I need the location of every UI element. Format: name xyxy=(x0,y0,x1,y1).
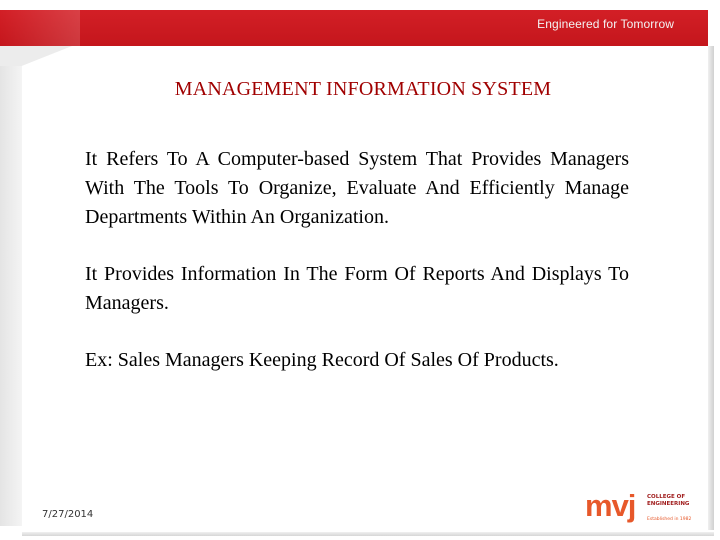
header-tagline: Engineered for Tomorrow xyxy=(537,17,674,31)
logo-line-2: ENGINEERING xyxy=(647,500,690,507)
logo-mark: mvj xyxy=(585,488,636,523)
left-diagonal-accent xyxy=(0,46,72,66)
college-logo xyxy=(585,490,705,526)
bottom-shadow-strip xyxy=(22,532,714,536)
right-shadow-strip xyxy=(708,46,714,530)
paragraph-definition: It Refers To A Computer-based System That Provides Managers With The Tools To Organize, Evaluate And Efficiently Manage Departments Within An Organization. xyxy=(85,148,629,228)
paragraph-reports: It Provides Information In The Form Of Reports And Displays To Managers. xyxy=(85,263,629,314)
paragraph-example: Ex: Sales Managers Keeping Record Of Sales Of Products. xyxy=(85,349,559,371)
slide-body xyxy=(85,145,629,403)
left-accent-strip xyxy=(0,46,22,526)
banner-shade xyxy=(0,10,80,46)
logo-line-1: COLLEGE OF xyxy=(647,494,686,500)
logo-text xyxy=(647,494,689,507)
footer-date: 7/27/2014 xyxy=(42,509,94,520)
logo-established: Established in 1982 xyxy=(647,517,692,522)
slide-title: MANAGEMENT INFORMATION SYSTEM xyxy=(174,78,552,100)
